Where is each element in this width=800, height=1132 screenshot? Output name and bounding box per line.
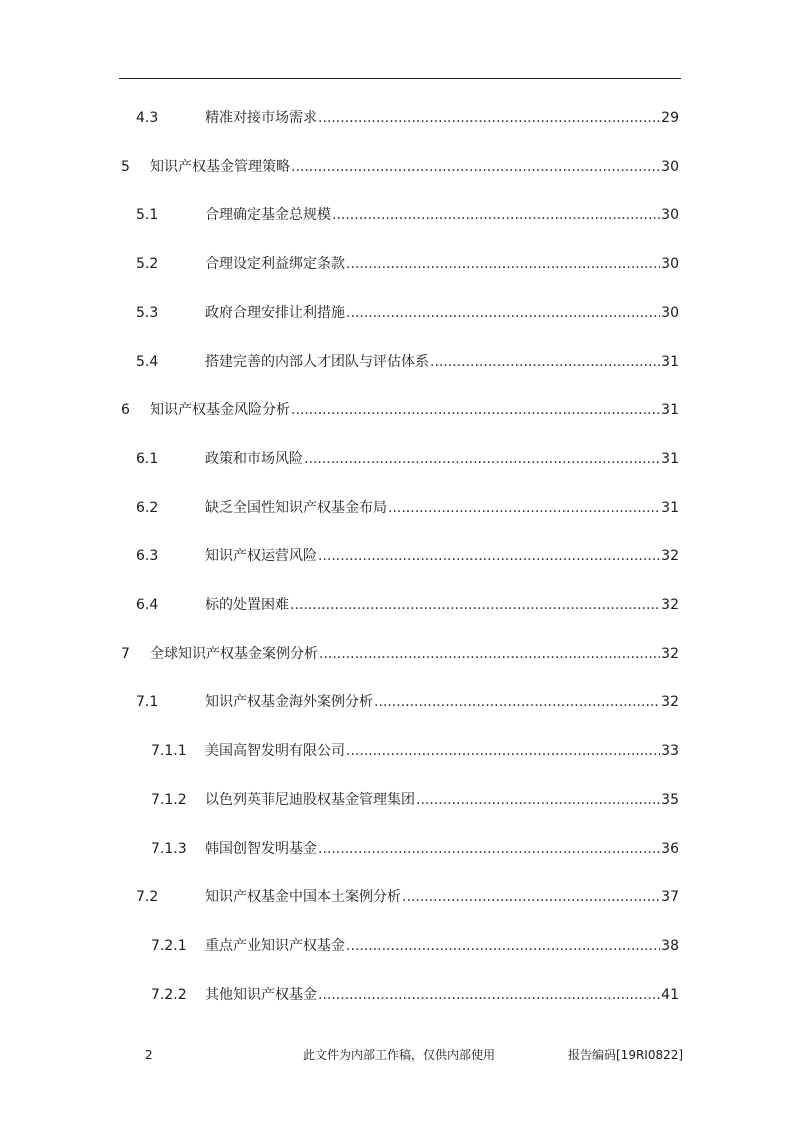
toc-entry-title: 知识产权基金海外案例分析 [205,694,373,710]
toc-entry-page: 31 [661,354,679,370]
toc-entry-number: 7.2.1 [151,938,187,954]
toc-dot-leader [346,303,660,323]
toc-entry-number: 7.2 [136,889,159,905]
toc-entry-page: 29 [661,110,679,126]
toc-dot-leader [346,936,660,956]
toc-entry-page: 32 [661,694,679,710]
toc-entry-page: 35 [661,792,679,808]
toc-entry-title: 精准对接市场需求 [205,110,317,126]
toc-entry[interactable] [0,839,800,859]
footer-notice: 此文件为内部工作稿，仅供内部使用 [303,1048,496,1062]
toc-entry[interactable] [0,157,800,177]
toc-entry-page: 41 [661,987,679,1003]
toc-entry-page: 33 [661,743,679,759]
toc-entry-number: 6.4 [136,597,159,613]
toc-entry-number: 4.3 [136,110,159,126]
toc-entry[interactable] [0,595,800,615]
toc-entry-page: 30 [661,159,679,175]
toc-dot-leader [291,400,660,420]
toc-entry-title: 政府合理安排让利措施 [205,305,345,321]
toc-entry-title: 知识产权运营风险 [205,548,317,564]
toc-entry-page: 31 [661,451,679,467]
toc-entry-title: 标的处置困难 [205,597,289,613]
toc-entry-title: 搭建完善的内部人才团队与评估体系 [205,354,429,370]
toc-entry-title: 其他知识产权基金 [205,987,317,1003]
toc-entry-title: 美国高智发明有限公司 [205,743,345,759]
toc-entry-page: 30 [661,207,679,223]
toc-entry[interactable] [0,936,800,956]
toc-entry[interactable] [0,546,800,566]
toc-entry-page: 30 [661,256,679,272]
toc-entry[interactable] [0,985,800,1005]
toc-entry[interactable] [0,303,800,323]
footer-page-number: 2 [145,1048,153,1062]
toc-entry-page: 32 [661,646,679,662]
toc-dot-leader [318,546,660,566]
toc-entry-page: 37 [661,889,679,905]
toc-entry-title: 缺乏全国性知识产权基金布局 [205,500,387,516]
toc-entry[interactable] [0,449,800,469]
toc-entry-page: 36 [661,841,679,857]
toc-entry[interactable] [0,498,800,518]
toc-entry-number: 5.3 [136,305,159,321]
toc-entry-number: 7.1.2 [151,792,187,808]
toc-entry-title: 韩国创智发明基金 [205,841,317,857]
toc-dot-leader [430,352,660,372]
toc-entry[interactable] [0,644,800,664]
toc-entry-number: 7 [121,646,130,662]
toc-entry[interactable] [0,352,800,372]
toc-entry-number: 7.1.3 [151,841,187,857]
toc-entry[interactable] [0,741,800,761]
toc-entry[interactable] [0,205,800,225]
toc-entry-title: 知识产权基金风险分析 [150,402,290,418]
toc-entry-number: 5 [121,159,130,175]
toc-dot-leader [290,595,660,615]
toc-dot-leader [318,839,660,859]
toc-entry[interactable] [0,400,800,420]
toc-dot-leader [416,790,660,810]
toc-entry[interactable] [0,692,800,712]
toc-entry-page: 31 [661,402,679,418]
toc-entry-title: 合理设定利益绑定条款 [205,256,345,272]
toc-dot-leader [332,205,660,225]
toc-dot-leader [346,254,660,274]
toc-entry-title: 全球知识产权基金案例分析 [150,646,318,662]
toc-entry-title: 以色列英菲尼迪股权基金管理集团 [205,792,415,808]
toc-dot-leader [291,157,660,177]
toc-entry-title: 知识产权基金中国本土案例分析 [205,889,401,905]
toc-dot-leader [318,108,660,128]
toc-dot-leader [319,644,660,664]
toc-entry-number: 6.1 [136,451,159,467]
toc-entry-title: 重点产业知识产权基金 [205,938,345,954]
toc-entry-page: 38 [661,938,679,954]
toc-entry-page: 32 [661,548,679,564]
toc-entry-number: 6 [121,402,130,418]
toc-entry-number: 6.3 [136,548,159,564]
header-rule [119,78,681,79]
toc-dot-leader [388,498,660,518]
toc-dot-leader [304,449,660,469]
toc-entry-number: 7.1.1 [151,743,187,759]
toc-entry-number: 7.1 [136,694,159,710]
toc-entry[interactable] [0,887,800,907]
toc-entry-number: 5.1 [136,207,159,223]
toc-entry-number: 5.4 [136,354,159,370]
toc-entry[interactable] [0,254,800,274]
toc-dot-leader [318,985,660,1005]
toc-entry-number: 6.2 [136,500,159,516]
toc-entry-page: 31 [661,500,679,516]
toc-entry[interactable] [0,108,800,128]
toc-entry-number: 5.2 [136,256,159,272]
toc-entry[interactable] [0,790,800,810]
toc-entry-number: 7.2.2 [151,987,187,1003]
toc-entry-title: 政策和市场风险 [205,451,303,467]
toc-entry-title: 合理确定基金总规模 [205,207,331,223]
toc-dot-leader [374,692,660,712]
toc-entry-page: 30 [661,305,679,321]
footer-report-code: 报告编码[19RI0822] [568,1048,684,1062]
toc-entry-title: 知识产权基金管理策略 [150,159,290,175]
toc-entry-page: 32 [661,597,679,613]
toc-dot-leader [346,741,660,761]
toc-dot-leader [402,887,660,907]
